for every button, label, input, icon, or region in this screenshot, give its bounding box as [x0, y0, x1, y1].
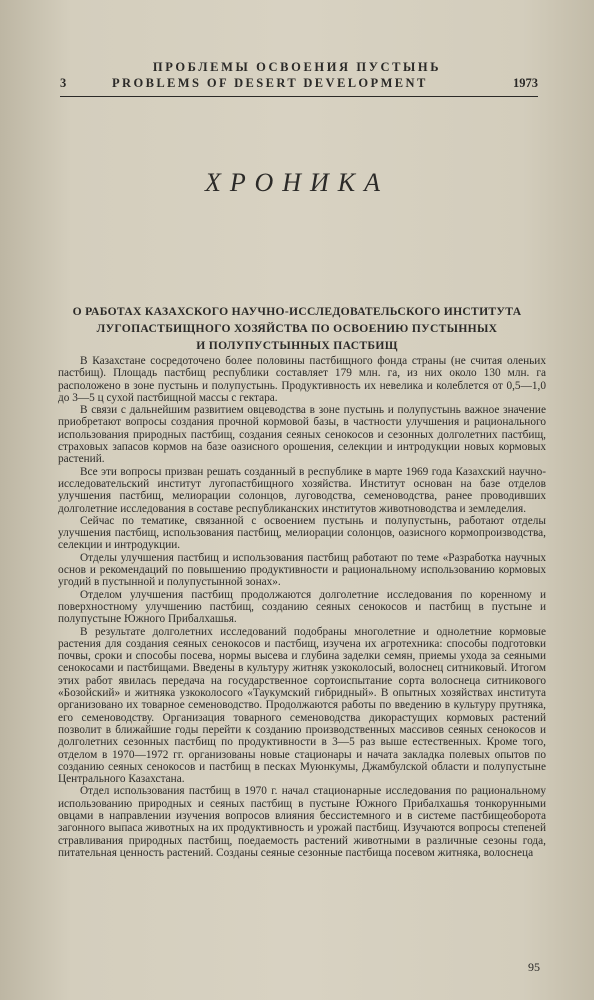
body-paragraph: В результате долголетних исследований подобраны многолетние и однолетние кормовые растения для создания сеяных сенокосов и пастбищ, изучена их агротехника: способы подготовки почвы, сроки и способы посева, нормы высева и глубина заделки семян, приемы ухода за сеяными сенокосами и пастбищами. Введены в культуру житняк узкоколосый, волоснец ситниковый. Итогом этих работ явилась передача на государственное сортоиспытание сорта волоснеца ситникового «Бозойский» и житняка узкоколосого «Таукумский гибридный». В опытных хозяйствах института организовано их товарное семеноводство. Продолжаются работы по введению в культуру прутняка, его семеноводству. Организация товарного семеноводства дикорастущих кормовых растений позволит в ближайшие годы перейти к созданию производственных массивов сеяных сенокосов и долголетних сезонных пастбищ по продуктивности в 3—5 раз выше естественных. Кроме того, отделом в 1970—1972 гг. организованы новые стационары и начата закладка полевых опытов по созданию сеяных сенокосов и пастбищ в песках Муюнкумы, Джамбулской области и полупустыне Центрального Казахстана. — [58, 625, 546, 786]
issue-number: 3 — [60, 76, 67, 90]
body-paragraph: Все эти вопросы призван решать созданный в республике в марте 1969 года Казахский научно-исследовательский институт лугопастбищного хозяйства. Институт основан на базе отделов улучшения пастбищ, мелиорации солонцов, луговодства, семеноводства, ранее проводивших долголетние исследования в составе республиканских институтов животноводства и земледелия. — [58, 465, 546, 515]
article-title-line: О РАБОТАХ КАЗАХСКОГО НАУЧНО-ИССЛЕДОВАТЕЛЬСКОГО ИНСТИТУТА — [72, 305, 522, 318]
article-title-line: И ПОЛУПУСТЫННЫХ ПАСТБИЩ — [196, 339, 398, 352]
article-body — [58, 355, 546, 859]
article-title — [40, 303, 554, 354]
page-number: 95 — [528, 960, 540, 974]
body-paragraph: Отделы улучшения пастбищ и использования пастбищ работают по теме «Разработка научных основ и рекомендаций по повышению продуктивности и рациональному использованию кормовых угодий в пустынной и полупустынной зонах». — [58, 551, 546, 589]
body-paragraph: Сейчас по тематике, связанной с освоением пустынь и полупустынь, работают отделы улучшения пастбищ, использования пастбищ, мелиорации солонцов, оазисного кормопроизводства, селекции и интродукции. — [58, 514, 546, 552]
running-header — [60, 76, 538, 92]
body-paragraph: Отделом улучшения пастбищ продолжаются долголетние исследования по коренному и поверхностному улучшению пастбищ, созданию сеяных сенокосов и пастбищ в пустыне и полупустыне Южного Прибалхашья. — [58, 588, 546, 626]
body-paragraph: Отдел использования пастбищ в 1970 г. начал стационарные исследования по рациональному использованию природных и сеяных пастбищ в пустыне Южного Прибалхашья тонкорунными овцами в направлении изучения вопросов влияния бессистемного и в системе пастбищеоборота загонного выпаса животных на их продуктивность и урожай пастбищ. Изучаются вопросы степеней стравливания природных пастбищ, поедаемость растений животными в различные сезоны года, питательная ценность растений. Созданы сеяные сезонные пастбища посевом житняка, волоснеца — [58, 785, 546, 859]
header-rule — [60, 96, 538, 97]
journal-title-ru: ПРОБЛЕМЫ ОСВОЕНИЯ ПУСТЫНЬ — [152, 60, 442, 74]
body-paragraph: В связи с дальнейшим развитием овцеводства в зоне пустынь и полупустынь важное значение приобретают вопросы создания прочной кормовой базы, в частности улучшения и рационального использования природных пастбищ, создания сеяных сенокосов и сезонных долголетних пастбищ, страховых запасов кормов на базе оазисного орошения, селекции и интродукции новых кормовых растений. — [58, 404, 546, 466]
article-title-line: ЛУГОПАСТБИЩНОГО ХОЗЯЙСТВА ПО ОСВОЕНИЮ ПУСТЫННЫХ — [96, 322, 498, 335]
body-paragraph: В Казахстане сосредоточено более половины пастбищного фонда страны (не считая оленьих пастбищ). Площадь пастбищ республики составляет 179 млн. га, из них около 130 млн. га расположено в зоне пустынь и полупустынь. Продуктивность их невелика и колеблется от 0,5—1,0 до 3—5 ц сухой пастбищной массы с гектара. — [58, 355, 546, 404]
journal-title-en: PROBLEMS OF DESERT DEVELOPMENT — [112, 76, 428, 90]
section-title: ХРОНИКА — [205, 168, 389, 197]
issue-year: 1973 — [513, 76, 538, 90]
